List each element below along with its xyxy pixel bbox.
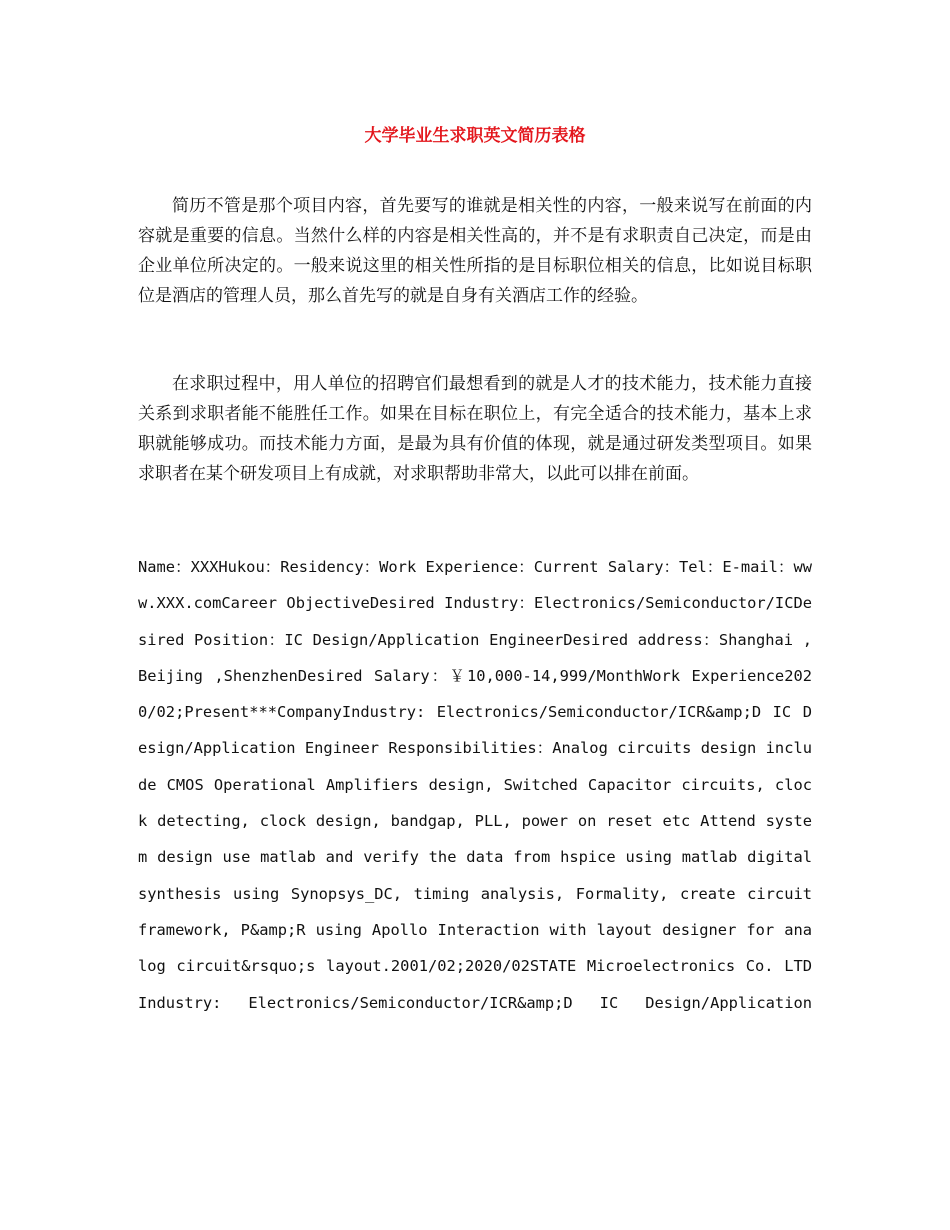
intro-paragraph-technical-ability: 在求职过程中，用人单位的招聘官们最想看到的就是人才的技术能力，技术能力直接关系到求职者能不能胜任工作。如果在目标在职位上，有完全适合的技术能力，基本上求职就能够成功。而技术能力方面，是最为具有价值的体现，就是通过研发类型项目。如果求职者在某个研发项目上有成就，对求职帮助非常大，以此可以排在前面。 [138, 374, 812, 484]
resume-body-text: Name：XXXHukou：Residency：Work Experience：Current Salary：Tel：E-mail：www.XXX.comCareer ObjectiveDesired Industry：Electronics/Semiconductor/ICDesired Position：IC Design/Application EngineerDesired address：Shanghai ,Beijing ,ShenzhenDesired Salary：￥10,000-14,999/MonthWork Experience2020/02;Present***CompanyIndustry: Electronics/Semiconductor/ICR&amp;D IC Design/Application Engineer Responsibilities：Analog circuits design include CMOS Operational Amplifiers design, Switched Capacitor circuits, clock detecting, clock design, bandgap, PLL, power on reset etc Attend system design use matlab and verify the data from hspice using matlab digital synthesis using Synopsys_DC, timing analysis, Formality, create circuit framework, P&amp;R using Apollo Interaction with layout designer for analog circuit&rsquo;s layout.2001/02;2020/02STATE Microelectronics Co. LTDIndustry: Electronics/Semiconductor/ICR&amp;D IC Design/Application [138, 558, 812, 1012]
document-title: 大学毕业生求职英文简历表格 [364, 126, 586, 146]
intro-paragraph-relevance: 简历不管是那个项目内容，首先要写的谁就是相关性的内容，一般来说写在前面的内容就是重要的信息。当然什么样的内容是相关性高的，并不是有求职责自己决定，而是由企业单位所决定的。一般来说这里的相关性所指的是目标职位相关的信息，比如说目标职位是酒店的管理人员，那么首先写的就是自身有关酒店工作的经验。 [138, 196, 812, 306]
